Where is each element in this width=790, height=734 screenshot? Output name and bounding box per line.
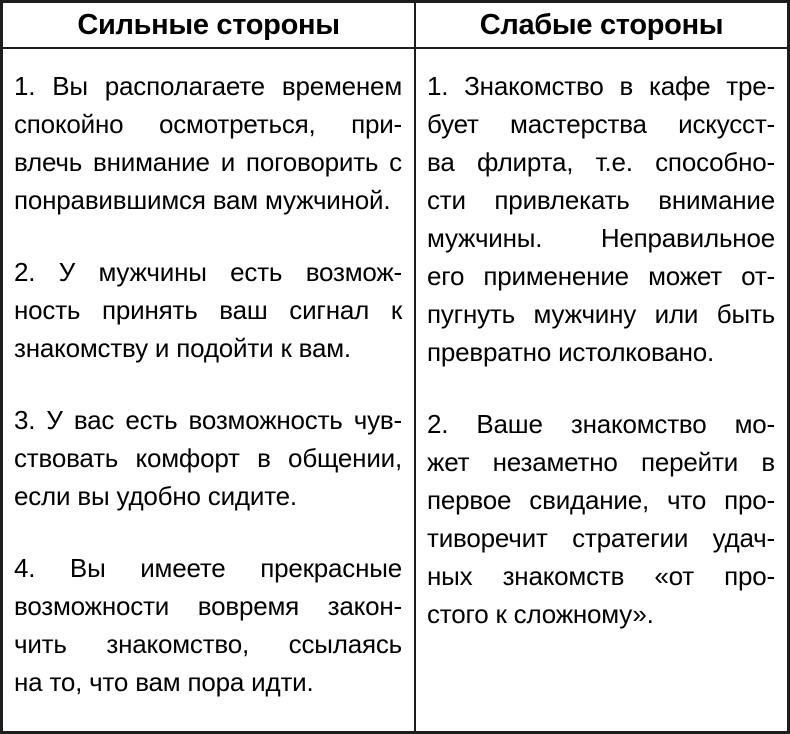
text-line: ность принять ваш сигнал к <box>14 295 402 325</box>
text-line: понравившимся вам мужчиной. <box>14 185 391 215</box>
table-paragraph <box>14 549 402 701</box>
table-paragraph <box>14 253 402 367</box>
text-line: на то, что вам пора идти. <box>14 667 314 697</box>
table-paragraph <box>427 67 775 371</box>
text-line: бует мастерства искусст- <box>427 109 775 139</box>
text-line: тиворечит стратегии удач- <box>427 523 775 553</box>
text-line: пугнуть мужчину или быть <box>427 299 775 329</box>
text-line: 2. Ваше знакомство мо- <box>427 409 775 439</box>
text-line: мужчины. Неправильное <box>427 223 775 253</box>
text-line: ствовать комфорт в общении, <box>14 443 402 473</box>
text-line: ва флирта, т.е. способно- <box>427 147 775 177</box>
text-line: превратно истолковано. <box>427 337 715 367</box>
table-paragraph <box>14 401 402 515</box>
text-line: 1. Знакомство в кафе тре- <box>427 71 775 101</box>
column-weaknesses <box>416 3 787 731</box>
text-line: первое свидание, что про- <box>427 485 775 515</box>
text-line: 3. У вас есть возможность чув- <box>14 405 402 435</box>
column-body-strengths <box>3 49 414 701</box>
column-header-strengths: Сильные стороны <box>3 3 414 49</box>
column-strengths <box>3 3 416 731</box>
text-line: 1. Вы располагаете временем <box>14 71 402 101</box>
text-line: знакомству и подойти к вам. <box>14 333 351 363</box>
text-line: его применение может от- <box>427 261 775 291</box>
text-line: 2. У мужчины есть возмож- <box>14 257 402 287</box>
text-line: спокойно осмотреться, при- <box>14 109 402 139</box>
column-header-weaknesses: Слабые стороны <box>416 3 787 49</box>
text-line: стого к сложному». <box>427 599 654 629</box>
text-line: ных знакомств «от про- <box>427 561 775 591</box>
table-paragraph <box>14 67 402 219</box>
text-line: 4. Вы имеете прекрасные <box>14 553 402 583</box>
text-line: чить знакомство, ссылаясь <box>14 629 402 659</box>
text-line: жет незаметно перейти в <box>427 447 775 477</box>
table-paragraph <box>427 405 775 633</box>
text-line: влечь внимание и поговорить с <box>14 147 402 177</box>
text-line: сти привлекать внимание <box>427 185 775 215</box>
text-line: если вы удобно сидите. <box>14 481 297 511</box>
column-body-weaknesses <box>416 49 787 633</box>
text-line: возможности вовремя закон- <box>14 591 402 621</box>
